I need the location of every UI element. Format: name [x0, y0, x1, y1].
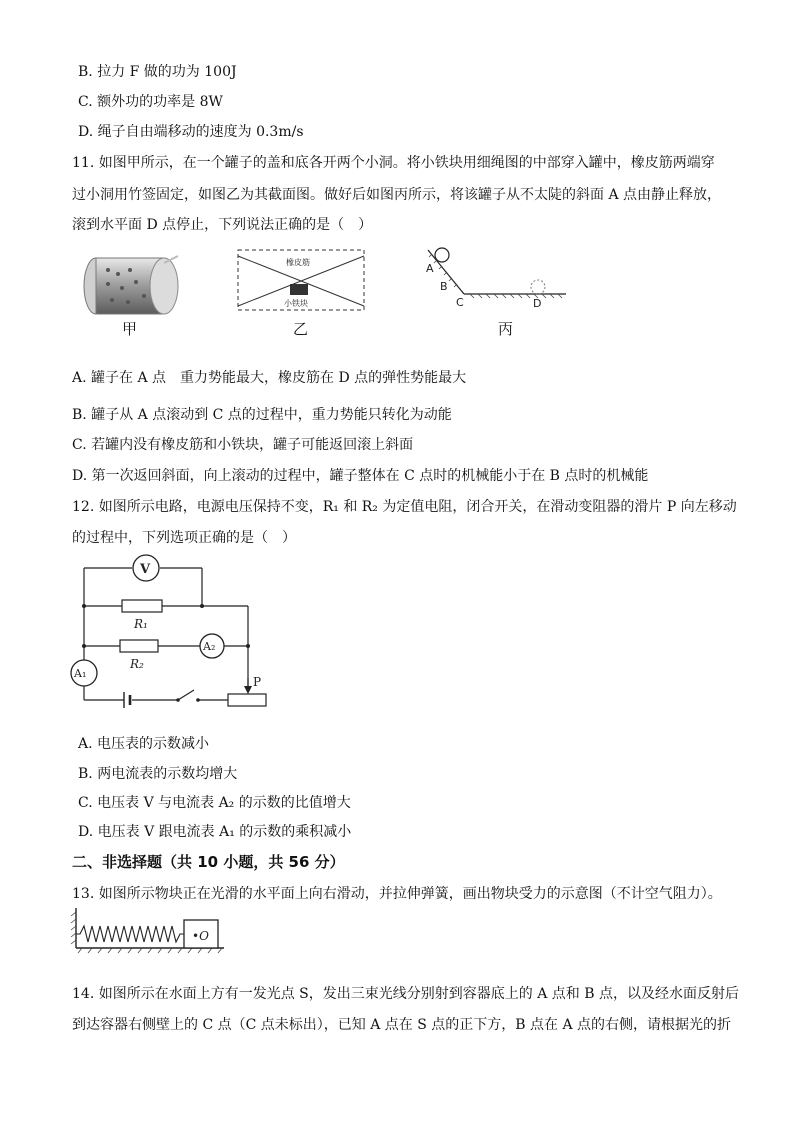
q13-stem: 13. 如图所示物块正在光滑的水平面上向右滑动，并拉伸弹簧，画出物块受力的示意图（不计空气阻力）。: [72, 886, 722, 902]
q12-option-b: B. 两电流表的示数均增大: [78, 766, 238, 782]
circuit-label-a2: A₂: [203, 640, 216, 653]
q11-option-b: B. 罐子从 A 点滚动到 C 点的过程中，重力势能只转化为动能: [72, 407, 452, 423]
circuit-label-p: P: [253, 675, 262, 689]
q10-option-c: C. 额外功的功率是 8W: [78, 94, 223, 110]
q11-stem-line-3: 滚到水平面 D 点停止，下列说法正确的是（ ）: [72, 217, 373, 233]
q14-stem-line-2: 到达容器右侧壁上的 C 点（C 点未标出），已知 A 点在 S 点的正下方，B 点在 A 点的右侧，请根据光的折: [72, 1017, 732, 1033]
q10-option-b: B. 拉力 F 做的功为 100J: [78, 64, 237, 80]
fig-bing-label-c: C: [456, 296, 464, 309]
q11-stem-line-1: 11. 如图甲所示，在一个罐子的盖和底各开两个小洞。将小铁块用细绳图的中部穿入罐中，橡皮筋两端穿: [72, 155, 715, 171]
q12-stem-line-1: 12. 如图所示电路，电源电压保持不变，R₁ 和 R₂ 为定值电阻，闭合开关，在滑动变阻器的滑片 P 向左移动: [72, 499, 737, 515]
fig-bing-label-d: D: [533, 297, 542, 310]
figure-yi-cross-section: [236, 248, 366, 314]
circuit-label-a1: A₁: [74, 667, 87, 680]
q11-option-c: C. 若罐内没有橡皮筋和小铁块，罐子可能返回滚上斜面: [72, 437, 414, 453]
figure-bing-slope: [420, 244, 570, 314]
q12-option-a: A. 电压表的示数减小: [78, 736, 210, 752]
q12-option-d: D. 电压表 V 跟电流表 A₁ 的示数的乘积减小: [78, 824, 352, 840]
section-2-heading: 二、非选择题（共 10 小题，共 56 分）: [72, 853, 345, 871]
q12-option-c: C. 电压表 V 与电流表 A₂ 的示数的比值增大: [78, 795, 351, 811]
circuit-label-v: V: [140, 562, 151, 577]
figure-q13-spring-block: [68, 906, 228, 956]
q11-stem-line-2: 过小洞用竹签固定，如图乙为其截面图。做好后如图丙所示，将该罐子从不太陡的斜面 A 点由静止释放，: [72, 187, 722, 203]
q10-option-d: D. 绳子自由端移动的速度为 0.3m/s: [78, 124, 304, 140]
fig-bing-label-b: B: [440, 280, 448, 293]
figure-bing-caption: 丙: [498, 320, 514, 338]
q12-stem-line-2: 的过程中，下列选项正确的是（ ）: [72, 530, 296, 546]
figure-yi-caption: 乙: [293, 320, 309, 338]
q14-stem-line-1: 14. 如图所示在水面上方有一发光点 S，发出三束光线分别射到容器底上的 A 点和 B 点，以及经水面反射后: [72, 986, 739, 1002]
q13-block-label: •O: [192, 929, 209, 943]
circuit-label-r1: R₁: [134, 617, 148, 631]
fig-bing-label-a: A: [426, 262, 434, 275]
figure-jia-caption: 甲: [122, 320, 138, 338]
q11-option-a: A. 罐子在 A 点 重力势能最大，橡皮筋在 D 点的弹性势能最大: [72, 370, 467, 386]
figure-q12-circuit: [60, 550, 280, 720]
q11-option-d: D. 第一次返回斜面，向上滚动的过程中，罐子整体在 C 点时的机械能小于在 B 点时的机械能: [72, 468, 649, 484]
fig-yi-block-label: 小铁块: [284, 299, 308, 308]
fig-yi-band-label: 橡皮筋: [286, 258, 310, 267]
circuit-label-r2: R₂: [130, 657, 144, 671]
